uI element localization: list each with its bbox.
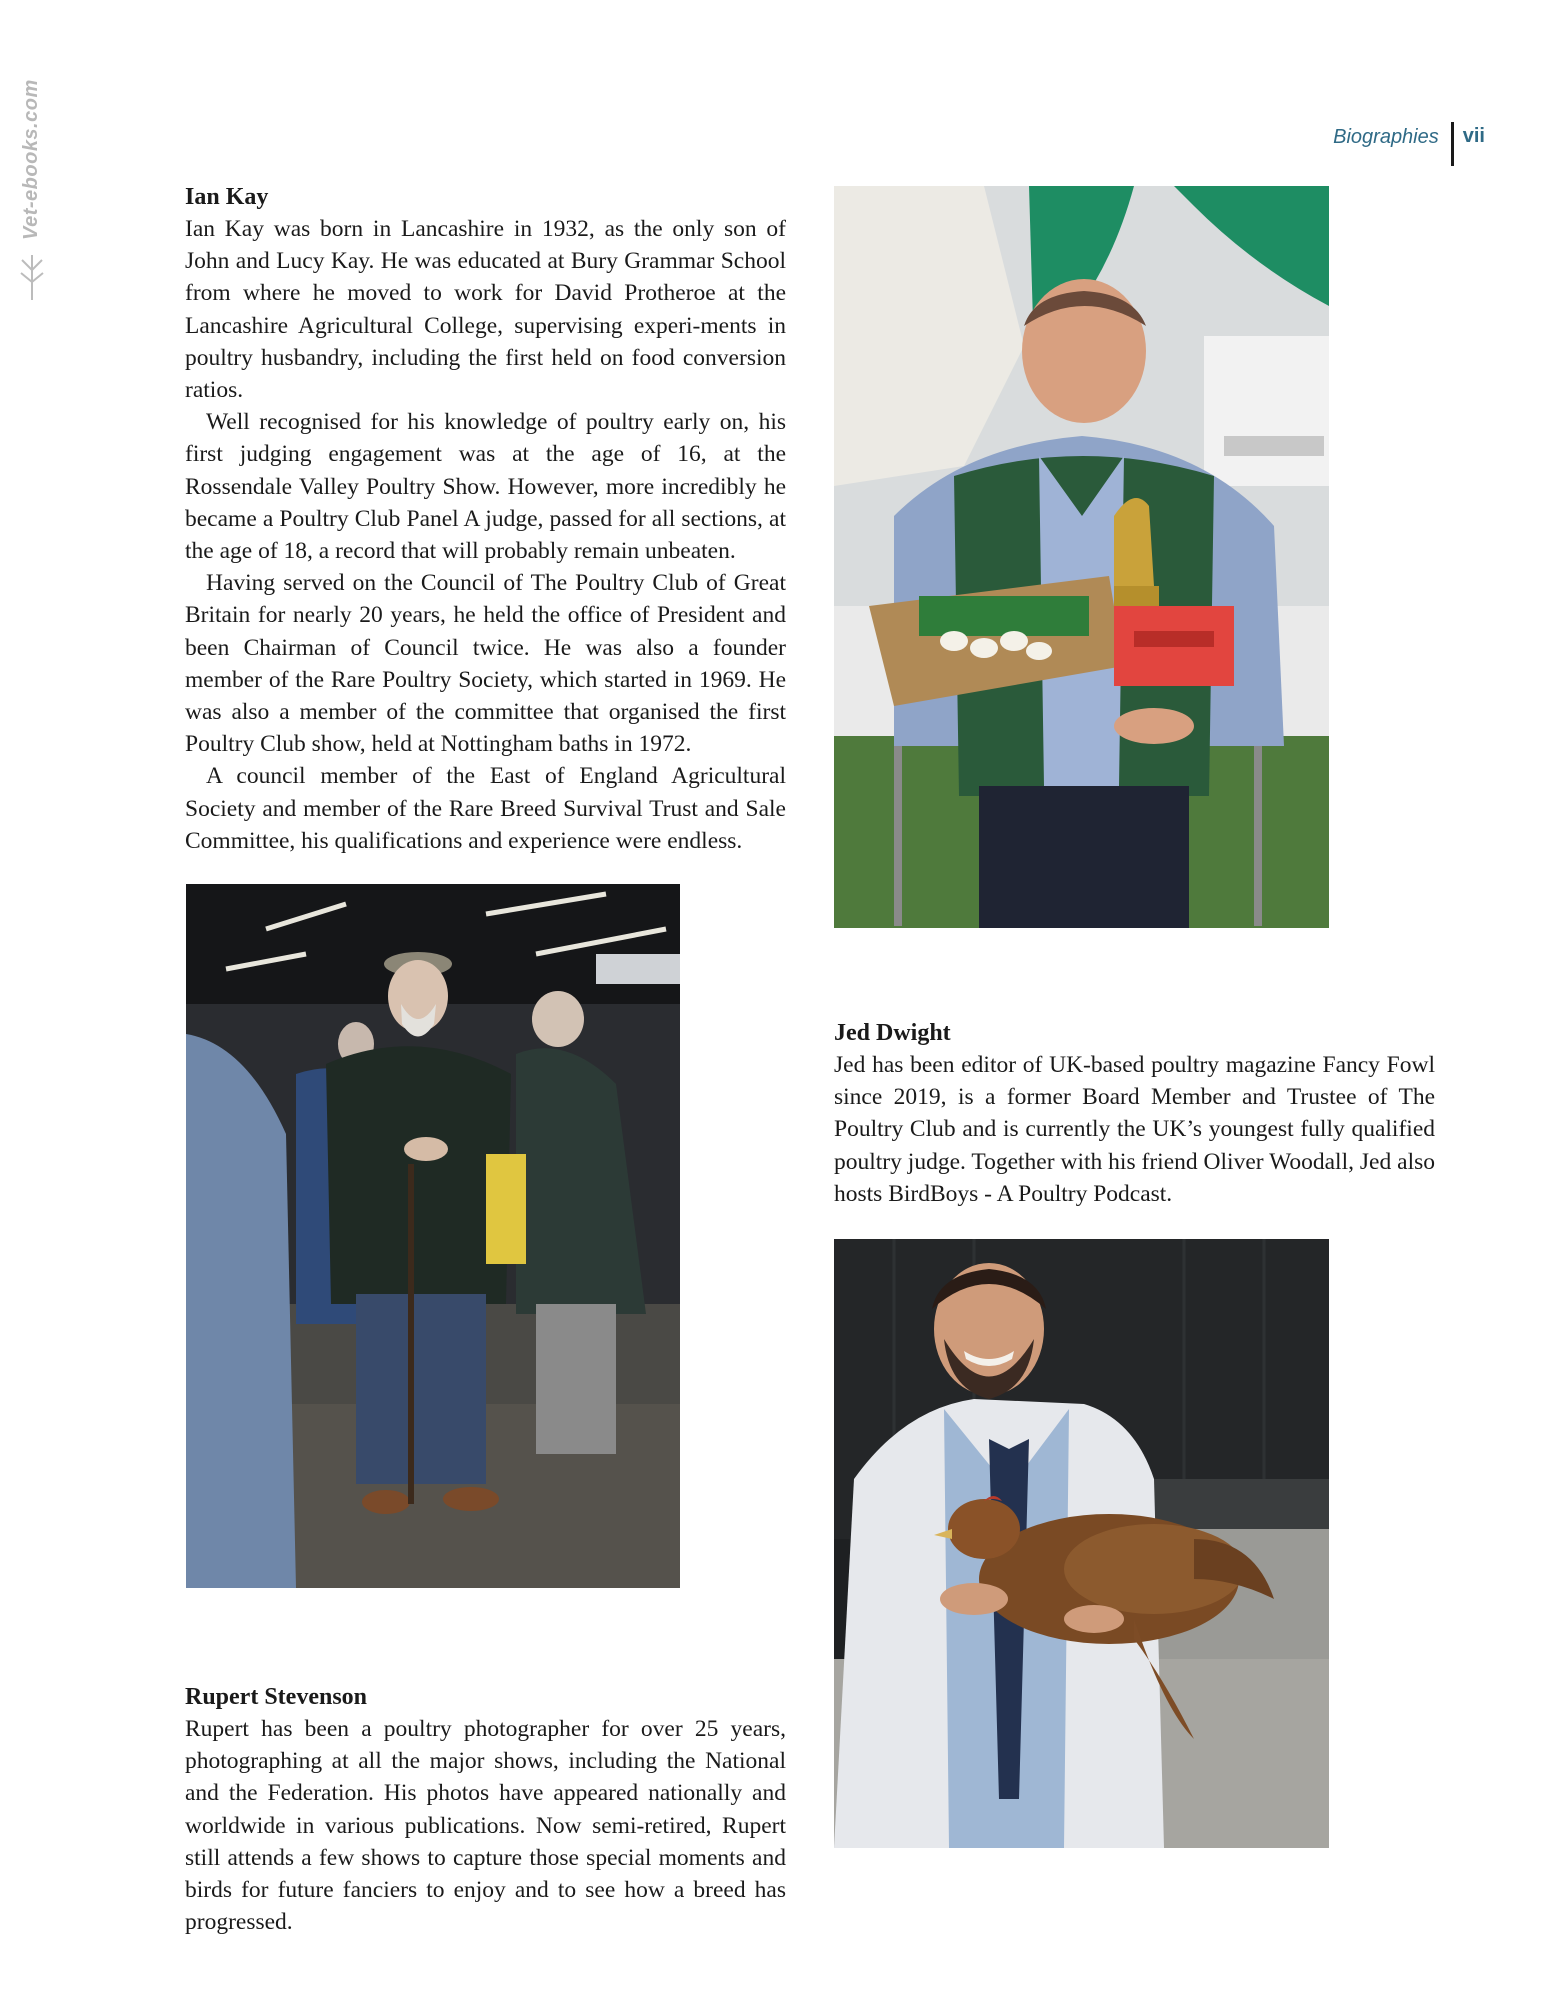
- watermark-text: Vet-ebooks.com: [20, 79, 42, 240]
- bio-heading: Rupert Stevenson: [185, 1684, 368, 1710]
- bio-paragraph: Having served on the Council of The Poultry Club of Great Britain for nearly 20 years, he held the office of President and been Chairman of Council twice. He was also a founder member of the Rare Poultry Society, which started in 1969. He was also a member of the committee that organised the first Poultry Club show, held at Nottingham baths in 1972.: [185, 570, 786, 758]
- running-header-section: Biographies: [1333, 126, 1439, 148]
- photo-ian-kay: [186, 884, 680, 1588]
- bio-paragraph: Rupert has been a poultry photographer for over 25 years, photographing at all the major shows, including the National and the Federation. His photos have appeared nationally and worldwide in various publications. Now semi-retired, Rupert still attends a few shows to capture those special moments and birds for future fanciers to enjoy and to see how a breed has progressed.: [185, 1716, 786, 1936]
- bio-jed-dwight: [834, 1017, 1435, 1210]
- bio-paragraph: Well recognised for his knowledge of poultry early on, his first judging engagement was at the age of 16, at the Rossendale Valley Poultry Show. However, more incredibly he became a Poultry Club Panel A judge, passed for all sections, at the age of 18, a record that will probably remain unbeaten.: [185, 409, 786, 565]
- bio-heading: Ian Kay: [185, 184, 269, 210]
- bio-paragraph: A council member of the East of England Agricultural Society and member of the Rare Breed Survival Trust and Sale Committee, his qualifications and experience were endless.: [185, 763, 786, 854]
- bio-paragraph: Ian Kay was born in Lancashire in 1932, as the only son of John and Lucy Kay. He was educated at Bury Grammar School from where he moved to work for David Protheroe at the Lancashire Agricultural College, supervising experi-ments in poultry husbandry, including the first held on food conversion ratios.: [185, 216, 786, 404]
- bio-paragraph: Jed has been editor of UK-based poultry magazine Fancy Fowl since 2019, is a former Board Member and Trustee of The Poultry Club and is currently the UK’s youngest fully qualified poultry judge. Together with his friend Oliver Woodall, Jed also hosts BirdBoys - A Poultry Podcast.: [834, 1052, 1435, 1207]
- page-number: vii: [1462, 125, 1485, 147]
- bio-heading: Jed Dwight: [834, 1020, 951, 1046]
- running-header: [1333, 122, 1485, 168]
- bio-ian-kay: [185, 181, 786, 857]
- bio-rupert-stevenson: [185, 1681, 786, 1938]
- photo-rupert-stevenson: [834, 186, 1329, 928]
- photo-jed-dwight: [834, 1239, 1329, 1848]
